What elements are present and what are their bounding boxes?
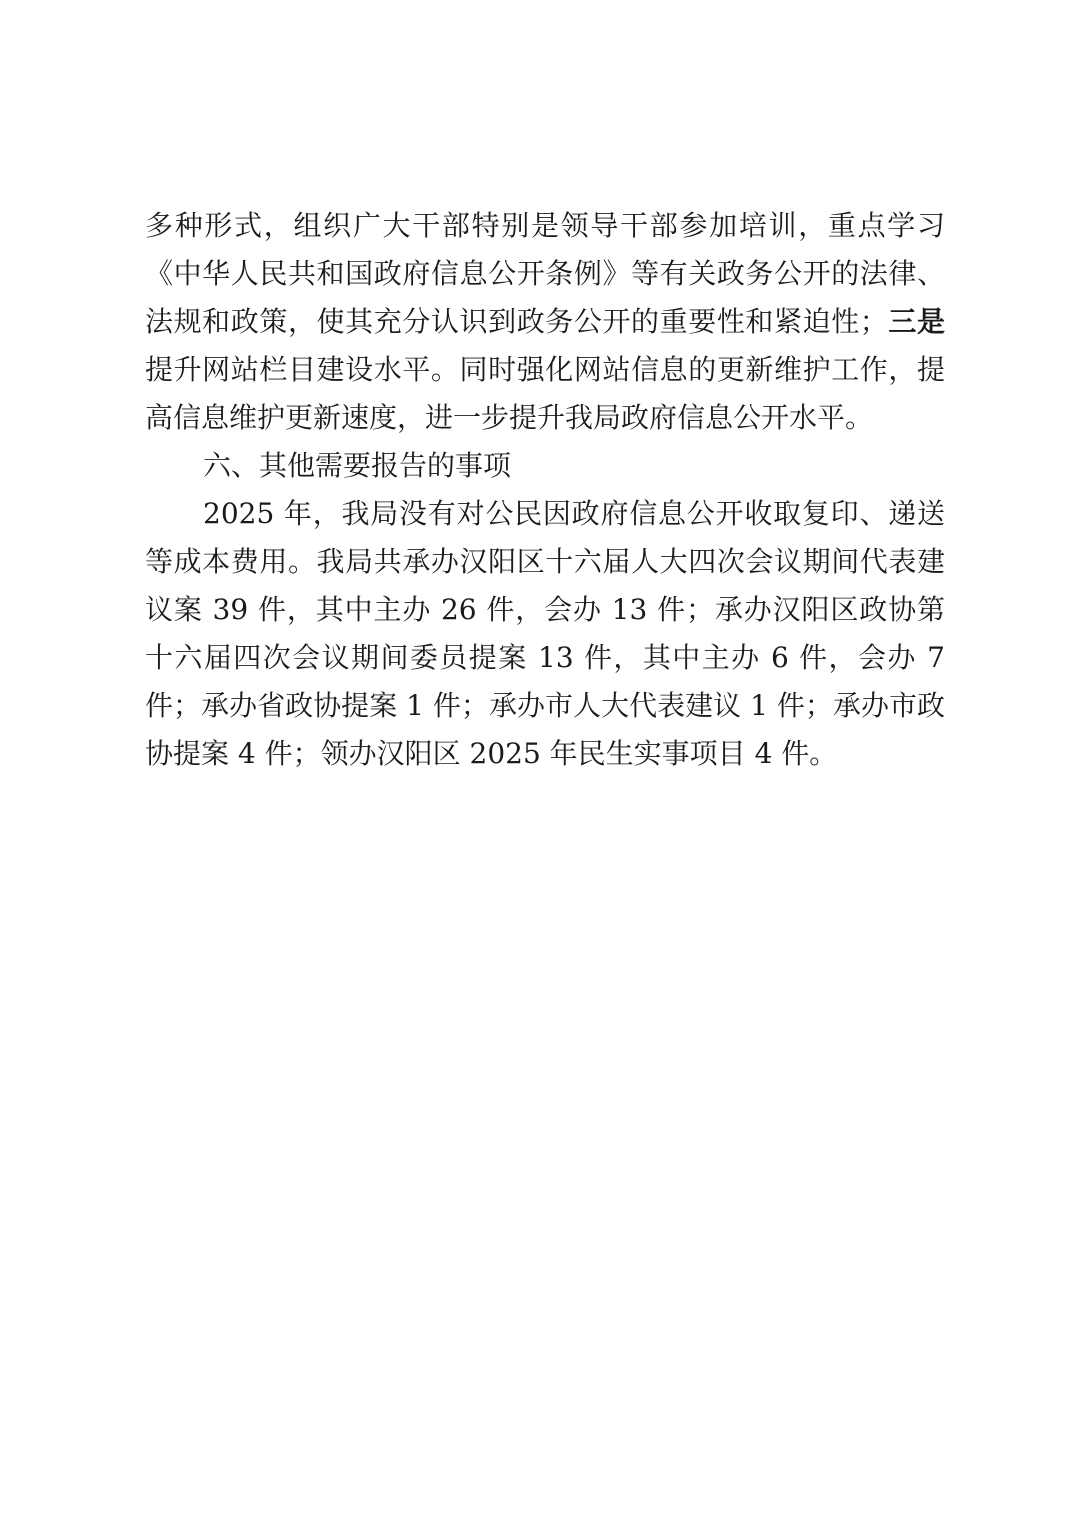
bold-label: 三是 xyxy=(887,305,945,338)
paragraph-continuation xyxy=(145,202,945,442)
document-body xyxy=(145,202,945,778)
paragraph-text: 多种形式，组织广大干部特别是领导干部参加培训，重点学习《中华人民共和国政府信息公开条例》等有关政务公开的法律、法规和政策，使其充分认识到政务公开的重要性和紧迫性； xyxy=(145,209,945,338)
paragraph-text: 提升网站栏目建设水平。同时强化网站信息的更新维护工作，提高信息维护更新速度，进一步提升我局政府信息公开水平。 xyxy=(145,353,945,434)
paragraph-other-matters: 2025 年，我局没有对公民因政府信息公开收取复印、递送等成本费用。我局共承办汉阳区十六届人大四次会议期间代表建议案 39 件，其中主办 26 件，会办 13 件；承办汉阳区政协第十六届四次会议期间委员提案 13 件，其中主办 6 件，会办 7 件；承办省政协提案 1 件；承办市人大代表建议 1 件；承办市政协提案 4 件；领办汉阳区 2025 年民生实事项目 4 件。 xyxy=(145,497,945,770)
section-heading: 六、其他需要报告的事项 xyxy=(203,449,512,482)
